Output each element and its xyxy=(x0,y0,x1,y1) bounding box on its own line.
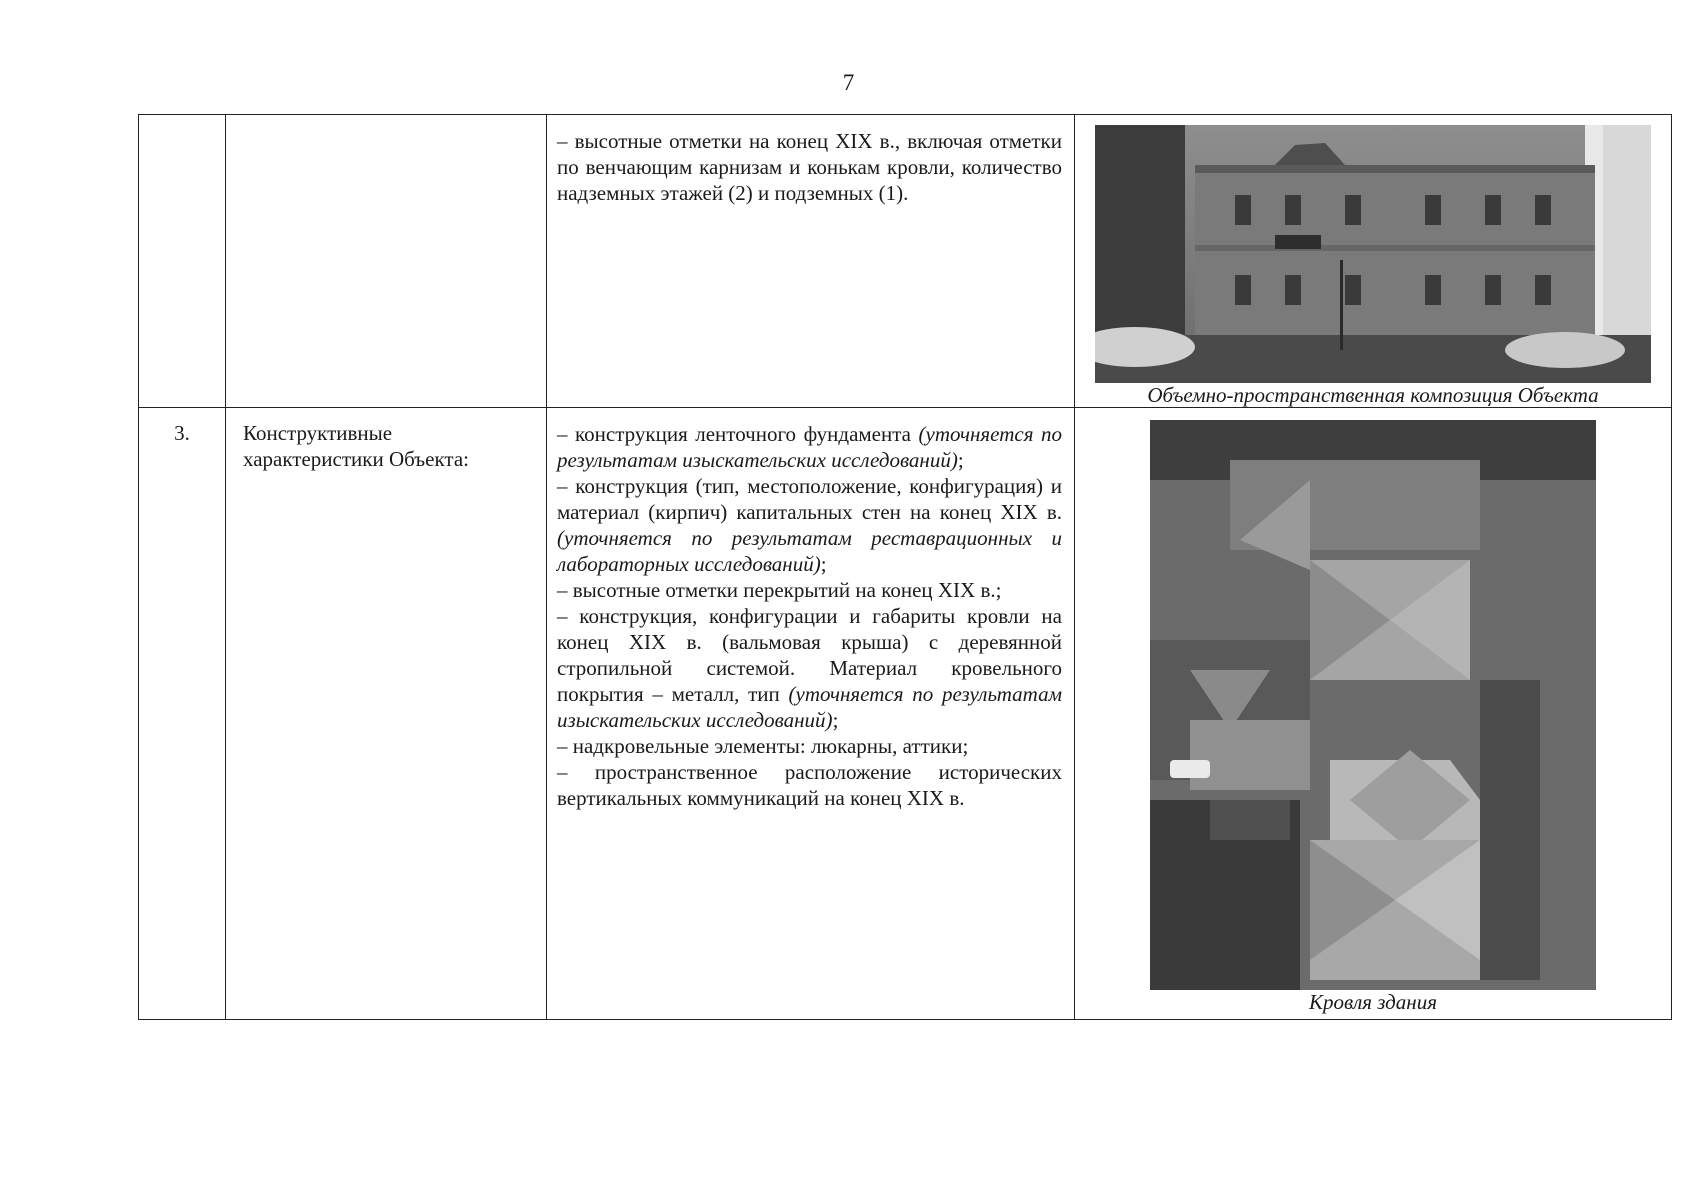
row-photo-cell xyxy=(1075,115,1672,408)
table-row xyxy=(139,408,1672,1020)
page-number: 7 xyxy=(842,70,855,95)
table-row xyxy=(139,115,1672,408)
facade-photo xyxy=(1095,125,1651,383)
description-item: – конструкция ленточного фундамента (уточняется по результатам изыскательских исследований); xyxy=(557,422,1062,472)
row-name: Конструктивные характеристики Объекта: xyxy=(243,421,469,471)
row-name-cell xyxy=(226,408,547,1020)
roof-aerial-photo xyxy=(1150,420,1596,990)
row-description-cell xyxy=(547,115,1075,408)
description-item: – конструкция, конфигурации и габариты кровли на конец XIX в. (вальмовая крыша) с деревянной стропильной системой. Материал кровельного покрытия – металл, тип (уточняется по результатам изыскательских исследований); xyxy=(557,604,1062,732)
row-description xyxy=(547,408,1074,811)
photo-caption: Объемно-пространственная композиция Объекта xyxy=(1147,383,1599,407)
row-number-cell xyxy=(139,115,226,408)
description-item: – пространственное расположение исторических вертикальных коммуникаций на конец XIX в. xyxy=(557,760,1062,810)
row-photo-cell xyxy=(1075,408,1672,1020)
row-number: 3. xyxy=(174,421,190,445)
photo-caption: Кровля здания xyxy=(1309,990,1437,1014)
row-name-cell xyxy=(226,115,547,408)
row-description-cell xyxy=(547,408,1075,1020)
row-name xyxy=(243,115,546,127)
description-item: – конструкция (тип, местоположение, конфигурация) и материал (кирпич) капитальных стен на конец XIX в. (уточняется по результатам реставрационных и лабораторных исследований); xyxy=(557,474,1062,576)
row-number-cell xyxy=(139,408,226,1020)
row-number xyxy=(139,115,225,127)
description-item: – надкровельные элементы: люкарны, аттики; xyxy=(557,734,969,758)
description-item: – высотные отметки на конец XIX в., включая отметки по венчающим карнизам и конькам кровли, количество надземных этажей (2) и подземных (1). xyxy=(557,129,1062,205)
row-description xyxy=(547,115,1074,206)
description-item: – высотные отметки перекрытий на конец XIX в.; xyxy=(557,578,1002,602)
characteristics-table xyxy=(138,114,1672,1020)
